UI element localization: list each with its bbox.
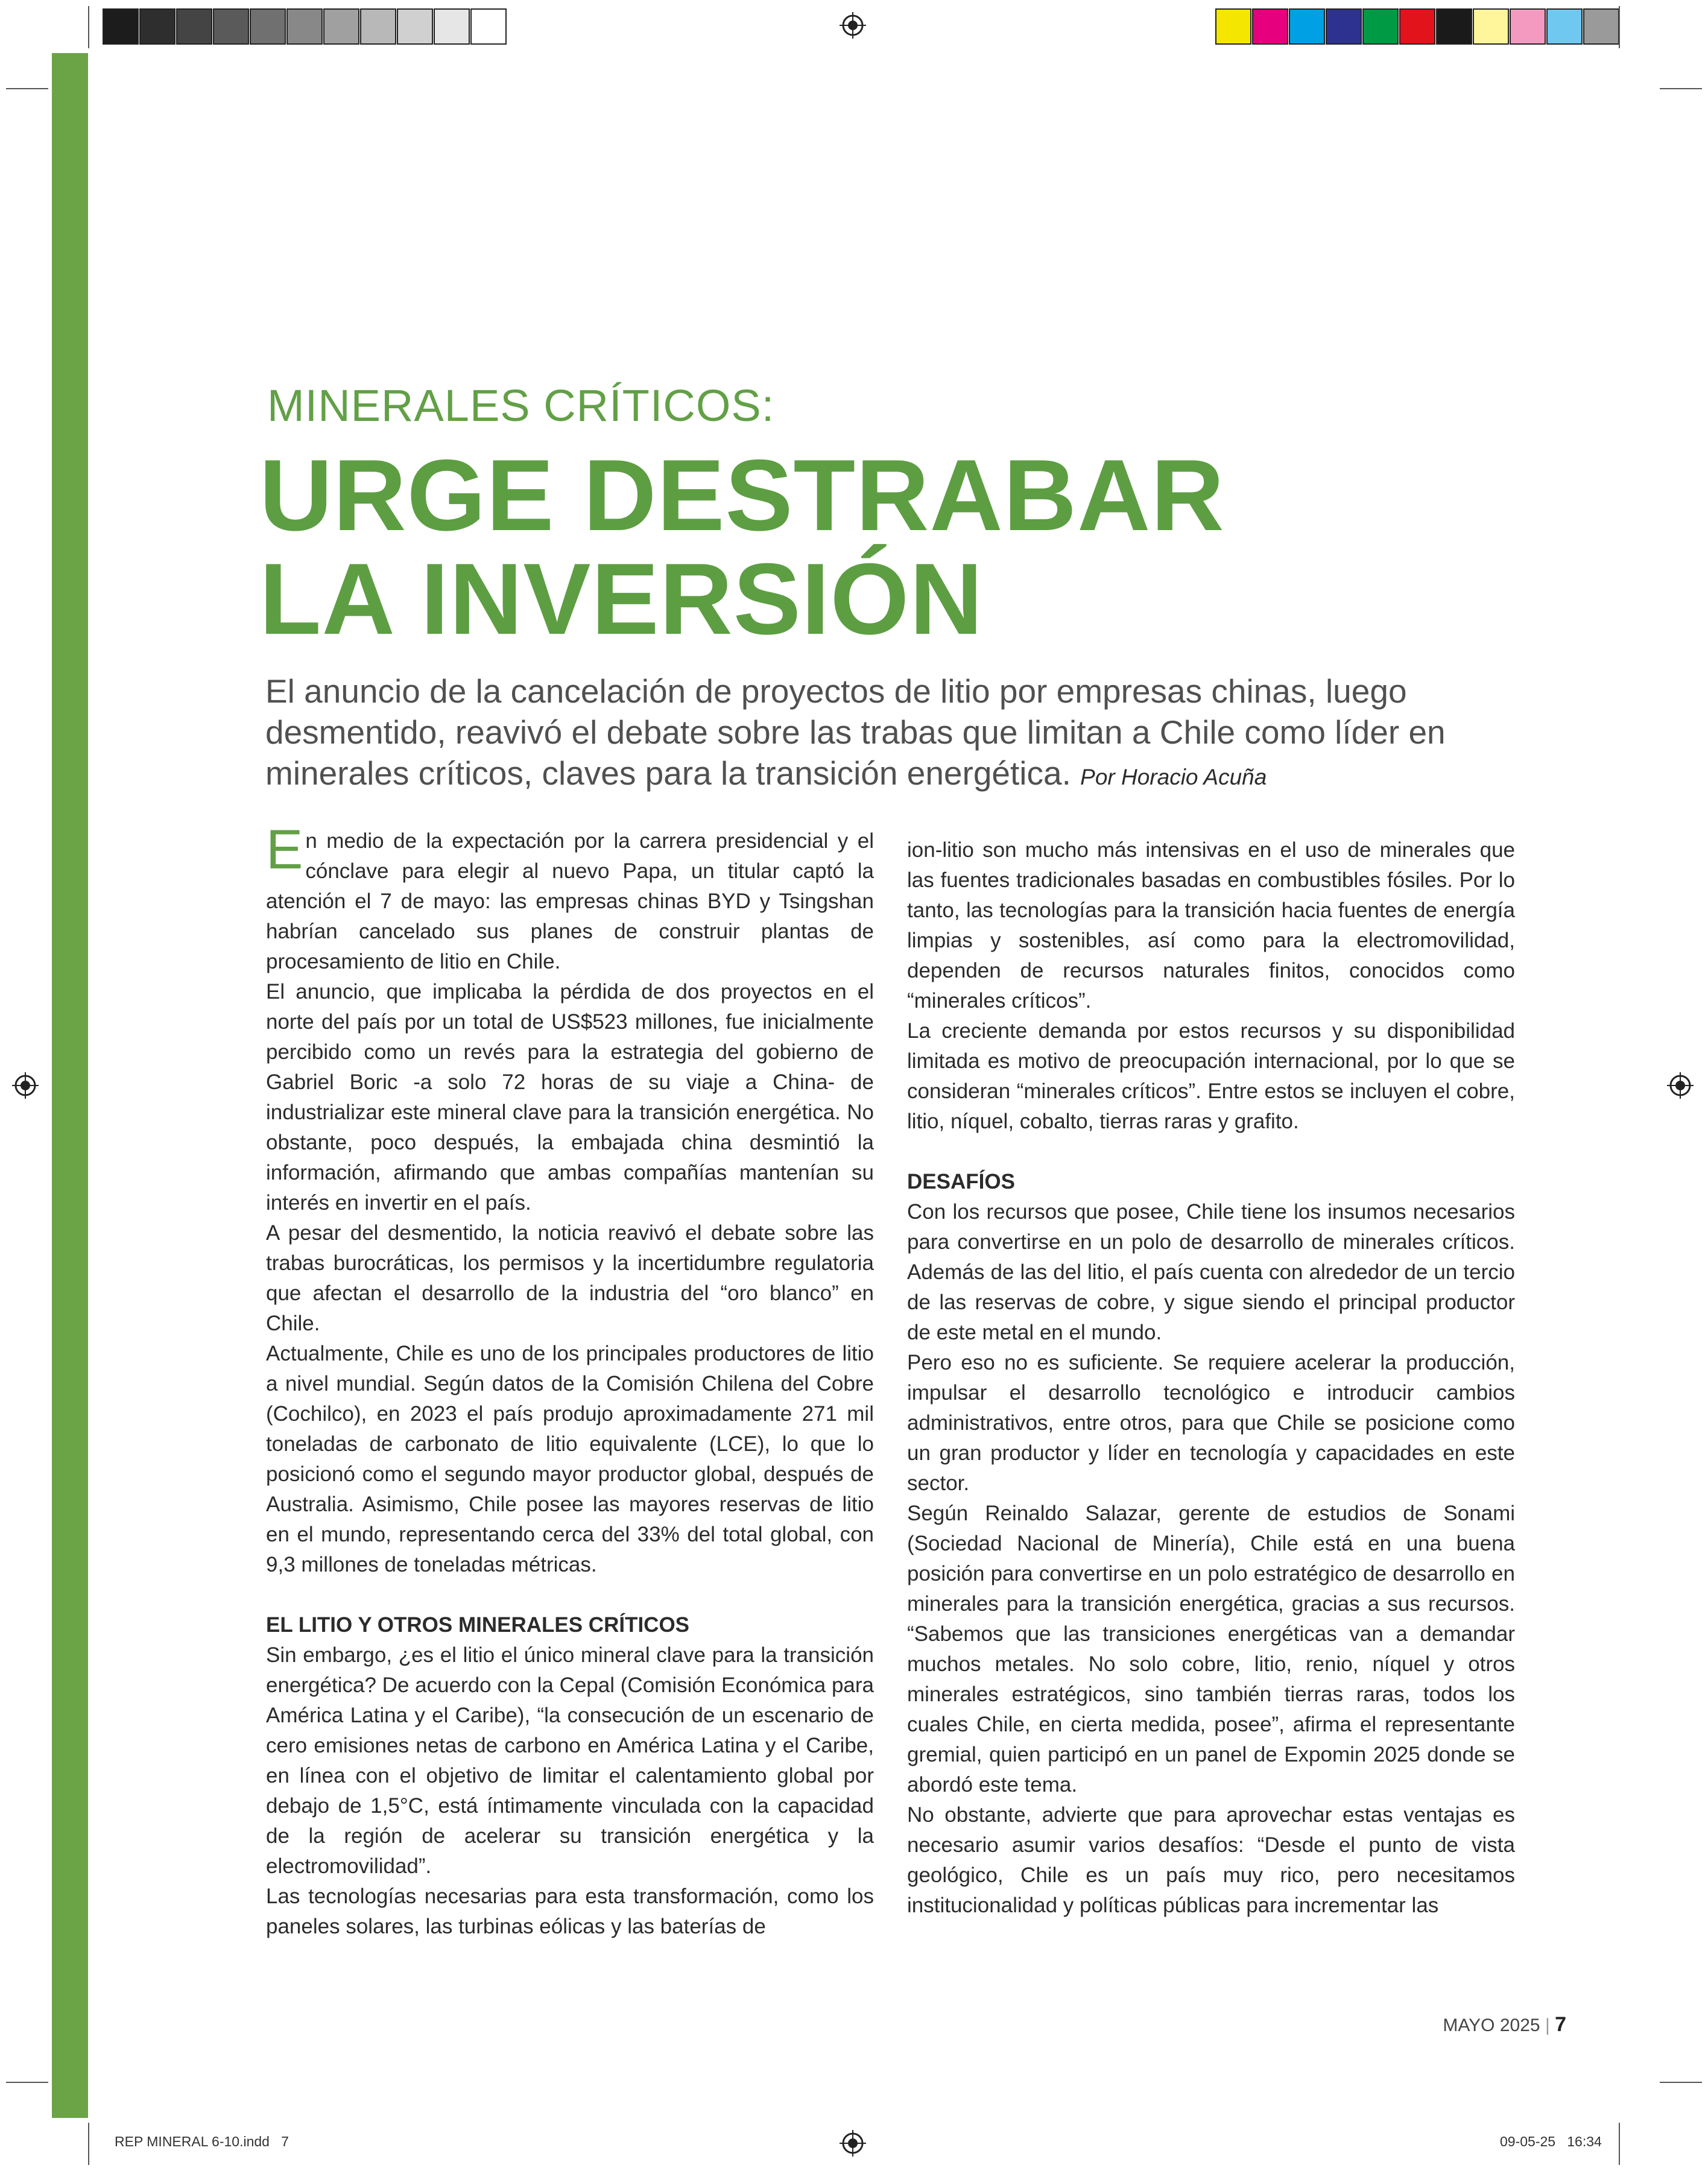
swatch xyxy=(250,8,286,45)
swatch xyxy=(1583,8,1619,45)
swatch xyxy=(103,8,139,45)
swatch xyxy=(397,8,433,45)
paragraph: Pero eso no es suficiente. Se requiere acelerar la producción, impulsar el desarrollo tecnológico e introducir cambios administrativos, entre otros, para que Chile se posicione como un gran productor y líder en tecnología y capacidades en este sector. xyxy=(907,1351,1515,1495)
slug-timestamp: 09-05-25 16:34 xyxy=(1500,2134,1602,2149)
swatch xyxy=(1215,8,1251,45)
article-column-right xyxy=(907,835,1515,1921)
swatch xyxy=(1289,8,1325,45)
issue-date: MAYO 2025 xyxy=(1443,2015,1540,2035)
crop-mark xyxy=(1619,2123,1620,2165)
article-kicker: MINERALES CRÍTICOS: xyxy=(267,381,775,431)
paragraph: Las tecnologías necesarias para esta transformación, como los paneles solares, las turbinas eólicas y las baterías de xyxy=(266,1885,874,1938)
swatch xyxy=(286,8,323,45)
crop-mark xyxy=(6,2082,48,2083)
byline: Por Horacio Acuña xyxy=(1080,765,1267,789)
swatch xyxy=(360,8,396,45)
swatch xyxy=(470,8,507,45)
drop-cap: E xyxy=(266,819,303,880)
registration-target-icon xyxy=(840,12,866,39)
swatch xyxy=(1510,8,1546,45)
swatch xyxy=(434,8,470,45)
swatch xyxy=(1436,8,1472,45)
side-color-band xyxy=(52,53,88,2118)
swatch xyxy=(323,8,359,45)
paragraph: El anuncio, que implicaba la pérdida de dos proyectos en el norte del país por un total de US$523 millones, fue inicialmente percibido como un revés para la estrategia del gobierno de Gabriel Boric -a solo 72 horas de su viaje a China- de industrializar este mineral clave para la transición energética. No obstante, poco después, la embajada china desmintió la información, afirmando que ambas compañías mantenían su interés en invertir en el país. xyxy=(266,980,874,1215)
lead-text: El anuncio de la cancelación de proyectos de litio por empresas chinas, luego desmentido, reavivó el debate sobre las trabas que limitan a Chile como líder en minerales críticos, claves para la transición energética. xyxy=(265,672,1446,792)
paragraph: Según Reinaldo Salazar, gerente de estudios de Sonami (Sociedad Nacional de Minería), Chile está en una buena posición para convertirse en un polo estratégico de desarrollo en minerales para la transición energética, gracias a sus recursos. “Sabemos que las transiciones energéticas van a demandar muchos metales. No solo cobre, litio, renio, níquel y otros minerales estratégicos, sino también tierras raras, todos los cuales Chile, en cierta medida, posee”, afirma el representante gremial, quien participó en un panel de Expomin 2025 donde se abordó este tema. xyxy=(907,1502,1515,1797)
paragraph: Sin embargo, ¿es el litio el único mineral clave para la transición energética? De acuerdo con la Cepal (Comisión Económica para América Latina y el Caribe), “la consecución de un escenario de cero emisiones netas de carbono en América Latina y el Caribe, en línea con el objetivo de limitar el calentamiento global por debajo de 1,5°C, está íntimamente vinculada con la capacidad de la región de acelerar su transición energética y la electromovilidad”. xyxy=(266,1643,874,1878)
swatch xyxy=(1362,8,1399,45)
page-folio xyxy=(1443,2013,1566,2037)
swatch xyxy=(1399,8,1435,45)
paragraph: ion-litio son mucho más intensivas en el uso de minerales que las fuentes tradicionales basadas en combustibles fósiles. Por lo tanto, las tecnologías para la transición hacia fuentes de energía limpias y sostenibles, así como para la electromovilidad, dependen de recursos naturales finitos, conocidos como “minerales críticos”. xyxy=(907,838,1515,1013)
crop-mark xyxy=(1619,6,1620,48)
swatch xyxy=(1326,8,1362,45)
paragraph-text: n medio de la expectación por la carrera presidencial y el cónclave para elegir al nuevo Papa, un titular captó la atención el 7 de mayo: las empresas chinas BYD y Tsingshan habrían cancelado sus planes de construir plantas de procesamiento de litio en Chile. xyxy=(266,829,874,973)
section-heading: DESAFÍOS xyxy=(907,1170,1015,1193)
slug-filename: REP MINERAL 6-10.indd 7 xyxy=(115,2134,289,2149)
swatch xyxy=(1252,8,1288,45)
registration-target-icon xyxy=(1667,1072,1694,1099)
crop-mark xyxy=(1660,88,1702,89)
paragraph: Actualmente, Chile es uno de los principales productores de litio a nivel mundial. Según datos de la Comisión Chilena del Cobre (Cochilco), en 2023 el país produjo aproximadamente 271 mil toneladas de carbonato de litio equivalente (LCE), lo que lo posicionó como el segundo mayor productor global, después de Australia. Asimismo, Chile posee las mayores reservas de litio en el mundo, representando cerca del 33% del total global, con 9,3 millones de toneladas métricas. xyxy=(266,1342,874,1576)
swatch xyxy=(1546,8,1583,45)
registration-target-icon xyxy=(12,1072,39,1099)
article-headline xyxy=(259,438,1225,656)
article-lead xyxy=(265,671,1532,798)
paragraph: La creciente demanda por estos recursos y su disponibilidad limitada es motivo de preocupación internacional, por lo que se consideran “minerales críticos”. Entre estos se incluyen el cobre, litio, níquel, cobalto, tierras raras y grafito. xyxy=(907,1019,1515,1133)
gray-swatch-bar xyxy=(103,8,507,45)
paragraph: A pesar del desmentido, la noticia reavivó el debate sobre las trabas burocráticas, los permisos y la incertidumbre regulatoria que afectan el desarrollo de la industria del “oro blanco” en Chile. xyxy=(266,1221,874,1335)
paragraph: Con los recursos que posee, Chile tiene los insumos necesarios para convertirse en un polo de desarrollo de minerales críticos. Además de las del litio, el país cuenta con alrededor de un tercio de las reservas de cobre, y sigue siendo el principal productor de este metal en el mundo. xyxy=(907,1200,1515,1344)
headline-line: LA INVERSIÓN xyxy=(259,542,984,656)
article-column-left xyxy=(266,819,874,1942)
crop-mark xyxy=(88,6,89,48)
registration-target-icon xyxy=(840,2130,866,2157)
paragraph: No obstante, advierte que para aprovechar estas ventajas es necesario asumir varios desafíos: “Desde el punto de vista geológico, Chile es un país muy rico, pero necesitamos institucionalidad y políticas públicas para incrementar las xyxy=(907,1803,1515,1917)
crop-mark xyxy=(88,2123,89,2165)
color-swatch-bar xyxy=(1215,8,1620,45)
swatch xyxy=(213,8,249,45)
headline-line: URGE DESTRABAR xyxy=(259,438,1225,552)
swatch xyxy=(176,8,212,45)
swatch xyxy=(139,8,176,45)
section-heading: EL LITIO Y OTROS MINERALES CRÍTICOS xyxy=(266,1613,690,1637)
paragraph xyxy=(266,819,874,977)
page-number: 7 xyxy=(1555,2013,1566,2036)
folio-separator: | xyxy=(1545,2015,1550,2035)
swatch xyxy=(1473,8,1509,45)
crop-mark xyxy=(6,88,48,89)
crop-mark xyxy=(1660,2082,1702,2083)
